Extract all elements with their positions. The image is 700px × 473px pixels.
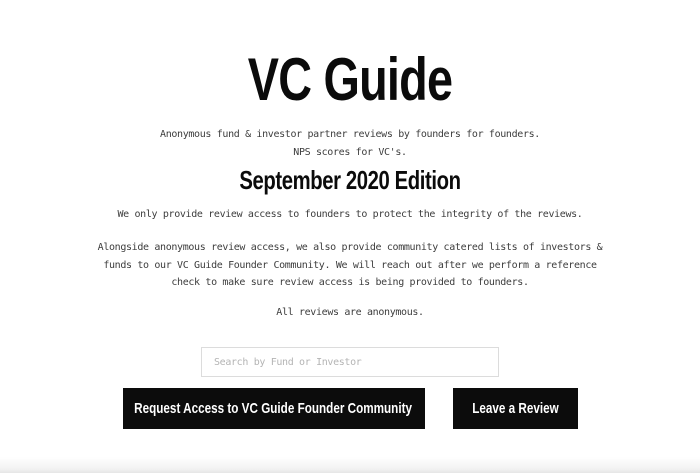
integrity-note: We only provide review access to founders to protect the integrity of the reviews. [117, 209, 583, 220]
edition-heading: September 2020 Edition [239, 165, 461, 195]
request-access-button-label: Request Access to VC Guide Founder Community [134, 400, 413, 417]
community-paragraph: Alongside anonymous review access, we also provide community catered lists of investors & funds to our VC Guide Founder Community. We will reach out after we perform a reference check to make sure review access is being provided to founders. [97, 242, 603, 288]
request-access-button[interactable] [123, 388, 425, 429]
cta-row [0, 388, 700, 429]
bottom-shadow [0, 457, 700, 473]
tagline-line2: NPS scores for VC's. [293, 147, 407, 158]
leave-review-button-label: Leave a Review [471, 400, 559, 417]
leave-review-button[interactable] [453, 388, 578, 429]
anonymous-note: All reviews are anonymous. [276, 307, 424, 318]
tagline [0, 126, 700, 162]
page-title: VC Guide [247, 46, 453, 113]
search-area [0, 347, 700, 377]
tagline-line1: Anonymous fund & investor partner reviews by founders for founders. [160, 129, 540, 140]
search-input[interactable] [201, 347, 499, 377]
